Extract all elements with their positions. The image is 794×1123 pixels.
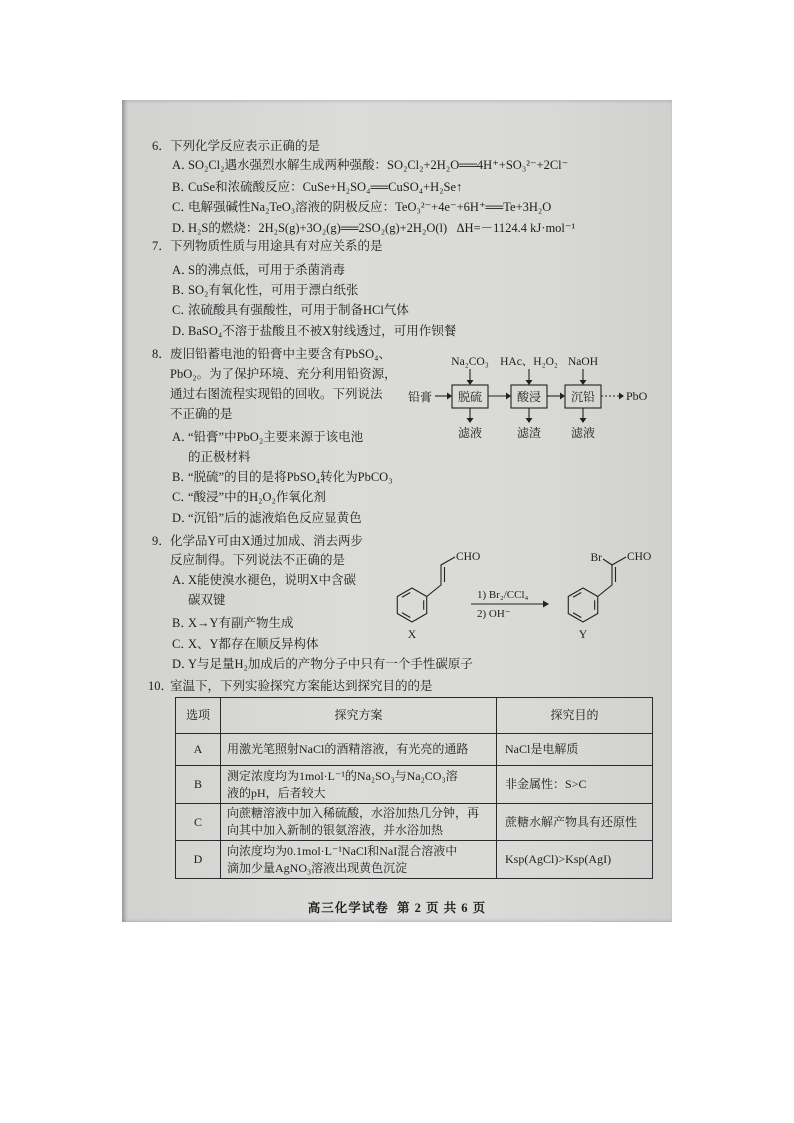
option-label: C． [172, 303, 193, 317]
reagent-label: Na₂CO₃ [451, 356, 489, 368]
option-text: X、Y都存在顺反异构体 [188, 637, 319, 651]
q8-stem-line: 通过右图流程实现铅的回收。下列说法 [170, 387, 383, 401]
option-text: SO₂有氧化性，可用于漂白纸张 [188, 283, 359, 297]
option-text: “酸浸”中的H₂O₂作氧化剂 [188, 490, 326, 504]
q8-option-d [172, 509, 362, 527]
arrow-head [560, 393, 565, 400]
lead-recovery-flow-diagram [400, 345, 662, 445]
option-text: BaSO₄不溶于盐酸且不被X射线透过，可用作钡餐 [188, 324, 457, 338]
compound-x-label: X [407, 629, 417, 641]
flow-product-label: PbO [626, 389, 648, 403]
question-number: 10． [148, 679, 174, 693]
q7-option-c [172, 301, 409, 319]
row-option: C [176, 804, 221, 841]
question-number: 9． [152, 534, 171, 548]
row-plan [221, 841, 497, 879]
option-label: D． [172, 511, 194, 525]
option-label: C． [172, 490, 193, 504]
q6-option-b [172, 178, 462, 196]
reagent-label: HAc、H₂O₂ [500, 356, 558, 368]
q8-stem-line: 不正确的是 [170, 407, 233, 421]
table-row [176, 841, 653, 879]
row-plan [221, 804, 497, 841]
option-text: 浓硫酸具有强酸性，可用于制备HCl气体 [188, 303, 409, 317]
option-text: “铅膏”中PbO₂主要来源于该电池 [188, 430, 364, 444]
table-row [176, 804, 653, 841]
flow-step-label: 脱硫 [457, 390, 483, 404]
header-purpose: 探究目的 [497, 698, 653, 734]
option-label: B． [172, 180, 193, 194]
header-option: 选项 [176, 698, 221, 734]
side-chain [427, 557, 455, 597]
q8-option-a [172, 428, 363, 446]
q6-stem [152, 137, 320, 155]
option-label: D． [172, 657, 194, 671]
q7-stem [152, 237, 383, 255]
q8-stem [152, 345, 391, 363]
reaction-scheme [385, 535, 670, 645]
arrow-head [580, 380, 587, 385]
table-row [176, 766, 653, 804]
plan-line: 向蔗糖溶液中加入稀硫酸，水浴加热几分钟，再 [227, 806, 480, 820]
option-label: B． [172, 470, 193, 484]
table-header-row [176, 698, 653, 734]
flow-start-label: 铅膏 [408, 390, 433, 404]
aldehyde-group-label: CHO [627, 551, 652, 563]
q6-option-a [172, 156, 568, 174]
arrow-head [467, 418, 474, 423]
row-option: B [176, 766, 221, 804]
plan-line: 滴加少量AgNO₃溶液出现黄色沉淀 [227, 860, 408, 875]
q7-option-a [172, 261, 345, 279]
q6-option-c [172, 198, 551, 216]
option-label: B． [172, 283, 193, 297]
header-plan: 探究方案 [221, 698, 497, 734]
purpose-line: 蔗糖水解产物具有还原性 [505, 814, 638, 829]
q9-option-d [172, 655, 473, 673]
plan-line: 向其中加入新制的银氨溶液，并水浴加热 [227, 823, 444, 837]
compound-y-label: Y [578, 629, 588, 641]
plan-line: 液的pH，后者较大 [227, 785, 326, 800]
arrow-head [506, 393, 511, 400]
option-label: C． [172, 200, 193, 214]
row-plan [221, 734, 497, 766]
q9-stem [152, 532, 363, 550]
purpose-line: NaCl是电解质 [505, 742, 579, 756]
question-number: 7． [152, 239, 171, 253]
arrow-head [467, 380, 474, 385]
table-row [176, 734, 653, 766]
plan-line: 测定浓度均为1mol·L⁻¹的Na₂SO₃与Na₂CO₃溶 [227, 768, 458, 783]
option-label: A． [172, 158, 194, 172]
option-label: A． [172, 573, 194, 587]
option-label: C． [172, 637, 193, 651]
page-footer: 高三化学试卷 第 2 页 共 6 页 [307, 901, 487, 915]
flow-step-label: 沉铅 [570, 390, 596, 404]
purpose-line: 非金属性：S>C [505, 777, 587, 791]
q7-option-b [172, 281, 358, 299]
option-text: “脱硫”的目的是将PbSO₄转化为PbCO₃ [188, 470, 393, 484]
option-text: X→Y有副产物生成 [188, 616, 294, 630]
arrow-head [526, 380, 533, 385]
purpose-line: Ksp(AgCl)>Ksp(AgI) [505, 852, 612, 866]
q8-option-c [172, 488, 326, 506]
option-text: CuSe和浓硫酸反应：CuSe+H₂SO₄══CuSO₄+H₂Se↑ [188, 180, 463, 194]
plan-line: 向浓度均为0.1mol·L⁻¹NaCl和NaI混合溶液中 [227, 843, 458, 858]
option-label: A． [172, 263, 194, 277]
arrow-head [526, 418, 533, 423]
row-purpose [497, 766, 653, 804]
option-text: SO₂Cl₂遇水强烈水解生成两种强酸：SO₂Cl₂+2H₂O══4H⁺+SO₃²⁻+2Cl⁻ [188, 158, 569, 172]
q9-option-b [172, 614, 294, 632]
option-text: S的沸点低，可用于杀菌消毒 [188, 263, 345, 277]
q8-option-a-line2: 的正极材料 [188, 450, 251, 464]
flow-output-label: 滤渣 [516, 426, 542, 440]
aldehyde-group-label: CHO [456, 551, 481, 563]
option-text: “沉铅”后的滤液焰色反应显黄色 [188, 511, 362, 525]
q9-option-a-line2: 碳双键 [188, 593, 226, 607]
option-label: D． [172, 324, 194, 338]
question-stem-text: 下列物质性质与用途具有对应关系的是 [170, 239, 383, 253]
q9-option-c [172, 635, 319, 653]
flow-output-label: 滤液 [570, 426, 596, 440]
arrow-head [447, 393, 452, 400]
row-purpose [497, 734, 653, 766]
option-label: D． [172, 221, 194, 235]
arrow-head [543, 601, 549, 608]
q8-stem-line: PbO₂。为了保护环境、充分利用铅资源， [170, 367, 397, 381]
option-label: B． [172, 616, 193, 630]
reaction-step-2: 2) OH⁻ [477, 608, 511, 620]
row-purpose [497, 804, 653, 841]
question-stem-text: 化学品Y可由X通过加成、消去两步 [170, 534, 364, 548]
q6-option-d [172, 219, 575, 237]
bromine-label: Br [590, 552, 602, 564]
flow-output-label: 滤液 [457, 426, 483, 440]
question-stem-text: 室温下，下列实验探究方案能达到探究目的的是 [170, 679, 433, 693]
q9-stem-line: 反应制得。下列说法不正确的是 [170, 553, 346, 567]
option-text: X能使溴水褪色，说明X中含碳 [188, 573, 357, 587]
benzene-ring [397, 588, 426, 622]
row-plan [221, 766, 497, 804]
reagent-label: NaOH [567, 356, 599, 368]
flow-step-label: 酸浸 [516, 390, 542, 404]
q9-option-a [172, 571, 356, 589]
arrow-head [580, 418, 587, 423]
benzene-ring [568, 588, 597, 622]
row-purpose [497, 841, 653, 879]
option-text: H₂S的燃烧：2H₂S(g)+3O₂(g)══2SO₂(g)+2H₂O(l) ΔH=－1124.4 kJ·mol⁻¹ [188, 221, 576, 235]
question-stem-text: 下列化学反应表示正确的是 [170, 139, 321, 153]
option-text: 电解强碱性Na₂TeO₃溶液的阴极反应：TeO₃²⁻+4e⁻+6H⁺══Te+3H₂O [188, 200, 552, 214]
row-option: A [176, 734, 221, 766]
question-number: 8． [152, 347, 171, 361]
option-text: Y与足量H₂加成后的产物分子中只有一个手性碳原子 [188, 657, 473, 671]
q10-stem [148, 677, 433, 695]
option-label: A． [172, 430, 194, 444]
plan-line: 用激光笔照射NaCl的酒精溶液，有光亮的通路 [227, 742, 469, 756]
q8-option-b [172, 468, 393, 486]
experiment-table [175, 697, 653, 879]
bromine-bond [603, 559, 612, 565]
q7-option-d [172, 322, 456, 340]
question-stem-text: 废旧铅蓄电池的铅膏中主要含有PbSO₄、 [170, 347, 392, 361]
reaction-step-1: 1) Br₂/CCl₄ [477, 589, 529, 601]
question-number: 6． [152, 139, 171, 153]
arrow-head [619, 393, 624, 400]
row-option: D [176, 841, 221, 879]
